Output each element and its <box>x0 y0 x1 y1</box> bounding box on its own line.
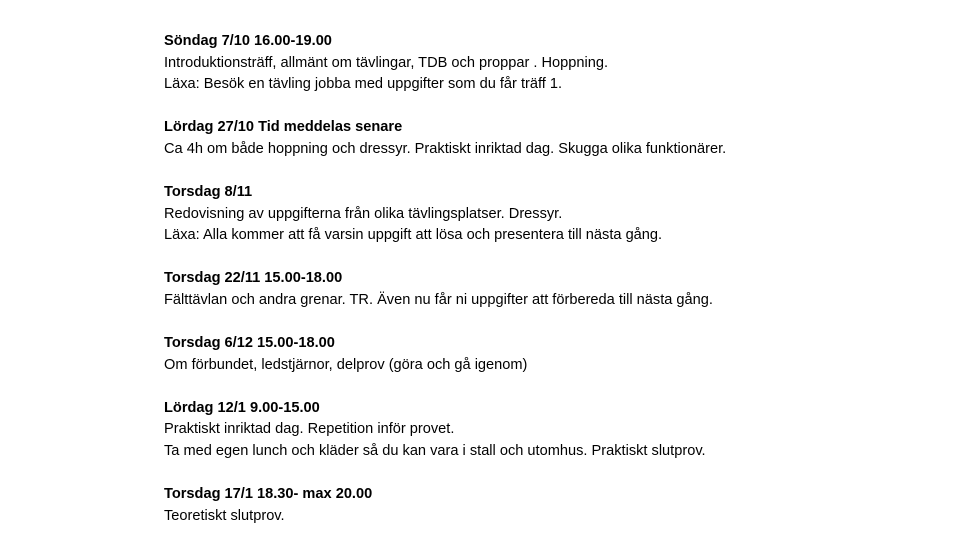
session-block <box>164 117 944 160</box>
session-block <box>164 182 944 247</box>
session-line: Ta med egen lunch och kläder så du kan vara i stall och utomhus. Praktiskt slutprov. <box>164 442 706 459</box>
session-line: Redovisning av uppgifterna från olika tävlingsplatser. Dressyr. <box>164 205 563 222</box>
session-block <box>164 333 944 376</box>
session-line: Introduktionsträff, allmänt om tävlingar, TDB och proppar . Hoppning. <box>164 54 608 71</box>
session-block <box>164 484 944 527</box>
session-line: Fälttävlan och andra grenar. TR. Även nu får ni uppgifter att förbereda till nästa gång. <box>164 291 713 308</box>
session-heading: Torsdag 17/1 18.30- max 20.00 <box>164 485 373 502</box>
session-block <box>164 31 944 96</box>
session-line: Teoretiskt slutprov. <box>164 507 285 524</box>
session-heading: Lördag 12/1 9.00-15.00 <box>164 399 320 416</box>
session-heading: Torsdag 6/12 15.00-18.00 <box>164 334 335 351</box>
session-line: Läxa: Besök en tävling jobba med uppgifter som du får träff 1. <box>164 76 563 93</box>
session-line: Ca 4h om både hoppning och dressyr. Praktiskt inriktad dag. Skugga olika funktionärer. <box>164 140 727 157</box>
session-heading: Söndag 7/10 16.00-19.00 <box>164 33 332 49</box>
session-heading: Torsdag 22/11 15.00-18.00 <box>164 270 343 287</box>
session-line: Om förbundet, ledstjärnor, delprov (göra och gå igenom) <box>164 356 528 373</box>
session-line: Läxa: Alla kommer att få varsin uppgift att lösa och presentera till nästa gång. <box>164 227 663 244</box>
session-block <box>164 268 944 311</box>
schedule-document <box>164 31 944 549</box>
session-block <box>164 398 944 463</box>
session-heading: Torsdag 8/11 <box>164 183 253 200</box>
session-line: Praktiskt inriktad dag. Repetition inför provet. <box>164 421 455 438</box>
session-heading: Lördag 27/10 Tid meddelas senare <box>164 119 403 136</box>
